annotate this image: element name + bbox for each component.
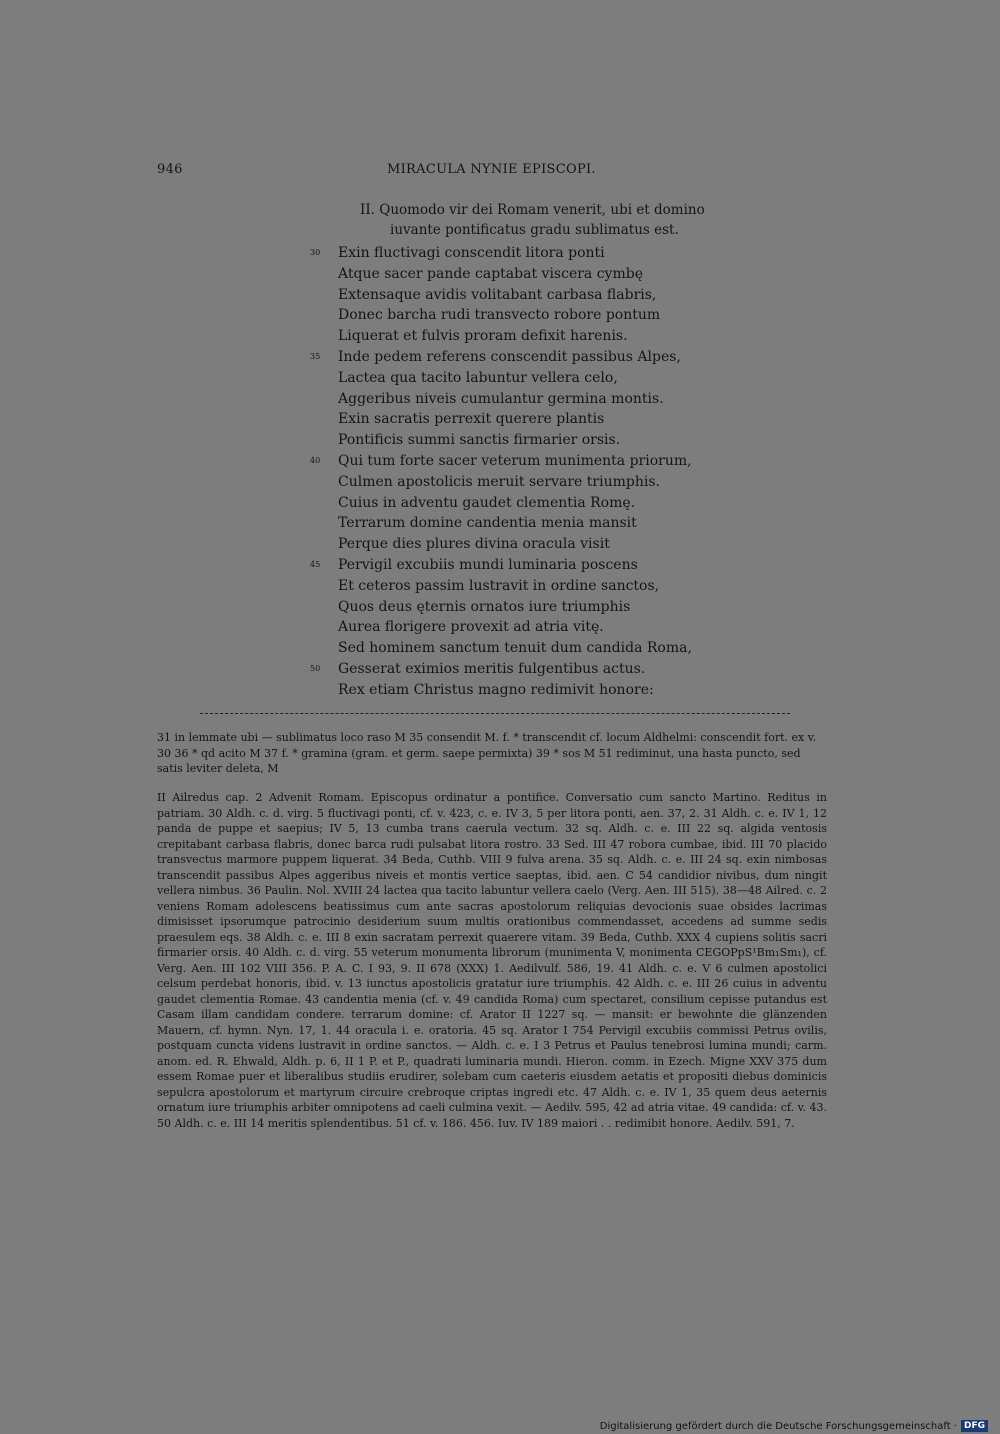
verse-text: Quos deus ęternis ornatos iure triumphis <box>338 598 631 615</box>
verse-text: Pervigil excubiis mundi luminaria poscens <box>338 556 638 573</box>
verse-text: Lactea qua tacito labuntur vellera celo, <box>338 369 618 386</box>
apparatus-divider <box>200 713 790 714</box>
verse-text: Terrarum domine candentia menia mansit <box>338 515 637 532</box>
verse-text: Inde pedem referens conscendit passibus Alpes, <box>338 348 681 365</box>
dfg-logo: DFG <box>961 1420 988 1432</box>
verse-text: Aurea florigere provexit ad atria vitę. <box>338 619 604 636</box>
verse-text: Atque sacer pande captabat viscera cymbę <box>338 265 643 282</box>
verse-number: 30 <box>310 248 321 257</box>
chapter-title-line2: iuvante pontificatus gradu sublimatus est. <box>390 222 679 238</box>
verse-text: Culmen apostolicis meruit servare triumphis. <box>338 473 660 490</box>
chapter-title <box>360 200 705 240</box>
verse-text: Pontificis summi sanctis firmarier orsis. <box>338 432 621 449</box>
verse-text: Liquerat et fulvis proram defixit harenis. <box>338 328 628 345</box>
running-title: MIRACULA NYNIE EPISCOPI. <box>387 162 596 177</box>
verse-number: 50 <box>310 663 321 673</box>
digitization-footer <box>600 1420 988 1432</box>
verse-number: 35 <box>310 351 321 361</box>
verse-text: Exin sacratis perrexit querere plantis <box>338 411 605 428</box>
footer-text: Digitalisierung gefördert durch die Deutsche Forschungsgemeinschaft · <box>599 1420 957 1432</box>
chapter-title-line1: II. Quomodo vir dei Romam venerit, ubi et domino <box>360 202 705 218</box>
verse-number: 45 <box>310 559 321 569</box>
page-number: 946 <box>157 162 183 177</box>
verse-text: Cuius in adventu gaudet clementia Romę. <box>338 494 636 511</box>
verse-text: Donec barcha rudi transvecto robore pontum <box>338 307 661 324</box>
verse-text: Rex etiam Christus magno redimivit honore: <box>338 681 654 698</box>
verse-text: Qui tum forte sacer veterum munimenta priorum, <box>338 452 692 469</box>
verse-text: Aggeribus niveis cumulantur germina montis. <box>338 390 664 407</box>
verse-text: Extensaque avidis volitabant carbasa flabris, <box>338 286 657 303</box>
critical-apparatus: 31 in lemmate ubi — sublimatus loco raso M 35 consendit M. f. * transcendit cf. locum Aldhelmi: conscendit fort. ex v. 30 36 * qd acito M 37 f. * gramina (gram. et germ. saepe permixta) 39 * sos M 51 rediminut, una hasta puncto, sed satis leviter deleta, M <box>157 731 817 775</box>
page-header <box>157 162 827 182</box>
verse-text: Exin fluctivagi conscendit litora ponti <box>338 245 605 261</box>
source-apparatus: II Ailredus cap. 2 Advenit Romam. Episcopus ordinatur a pontifice. Conversatio cum sancto Martino. Reditus in patriam. 30 Aldh. c. d. virg. 5 fluctivagi ponti, cf. v. 423, c. e. IV 3, 5 per litora ponti, aen. 37, 2. 31 Aldh. c. e. IV 1, 12 panda de puppe et saepius; IV 5, 13 cumba trans caerula vectum. 32 sq. Aldh. c. e. III 22 sq. algida ventosis crepitabant carbasa flabris, donec barca rudi pulsabat litora rostro. 33 Sed. III 47 robora cumbae, ibid. III 70 placido transvectus marmore puppem liquerat. 34 Beda, Cuthb. VIII 9 fulva arena. 35 sq. Aldh. c. e. III 24 sq. exin nimbosas transcendit passibus Alpes aggeribus niveis et montis vertice saeptas, ibid. aen. C 54 candidior nivibus, dum ningit vellera nimbus. 36 Paulin. Nol. XVIII 24 lactea qua tacito labuntur vellera caelo (Verg. Aen. III 515). 38—48 Ailred. c. 2 veniens Romam adolescens beatissimus cum ante sacras apostolorum reliquias devocionis suae obsides lacrimas dimisisset ipsorumque patrocinio desiderium suum multis orationibus commendasset, accedens ad summe sedis praesulem eqs. 38 Aldh. c. e. III 8 exin sacratam perrexit quaerere vitam. 39 Beda, Cuthb. XXX 4 cupiens solitis sacri firmarier orsis. 40 Aldh. c. d. virg. 55 veterum monumenta librorum (munimenta V, monimenta CEGOPpS¹Bm₁Sm₁), cf. Verg. Aen. III 102 VIII 356. P. A. C. I 93, 9. II 678 (XXX) 1. Aedilvulf. 586, 19. 41 Aldh. c. e. V 6 culmen apostolici celsum perdebat honoris, ibid. v. 13 iunctus apostolicis gratatur iure triumphis. 42 Aldh. c. e. III 26 cuius in adventu gaudet clementia Romae. 43 candentia menia (cf. v. 49 candida Roma) cum spectaret, consilium cepisse putandus est Casam illam candidam condere. terrarum domine: cf. Arator II 1227 sq. — mansit: er bewohnte die glänzenden Mauern, cf. hymn. Nyn. 17, 1. 44 oracula i. e. oratoria. 45 sq. Arator I 754 Pervigil excubiis commissi Petrus ovilis, postquam cuncta videns lustravit in ordine sanctos. — Aldh. c. e. I 3 Petrus et Paulus tenebrosi lumina mundi; carm. anom. ed. R. Ehwald, Aldh. p. 6, II 1 P. et P., quadrati luminaria mundi. Hieron. comm. in Ezech. Migne XXV 375 dum essem Romae puer et liberalibus studiis erudirer, solebam cum caeteris eiusdem aetatis et propositi diebus dominicis sepulcra apostolorum et martyrum circuire crebroque criptas ingredi etc. 47 Aldh. c. e. IV 1, 35 quem deus aeternis ornatum iure triumphis arbiter omnipotens ad caeli culmina vexit. — Aedilv. 595, 42 ad atria vitae. 49 candida: cf. v. 43. 50 Aldh. c. e. III 14 meritis splendentibus. 51 cf. v. 186. 456. Iuv. IV 189 maiori . . redimibit honore. Aedilv. 591, 7. <box>157 791 827 1130</box>
verse-number: 40 <box>310 455 321 465</box>
verse-text: Et ceteros passim lustravit in ordine sanctos, <box>338 577 660 594</box>
verse-text: Perque dies plures divina oracula visit <box>338 536 610 553</box>
verse-text: Gesserat eximios meritis fulgentibus actus. <box>338 660 646 677</box>
verse-text: Sed hominem sanctum tenuit dum candida Roma, <box>338 640 692 657</box>
